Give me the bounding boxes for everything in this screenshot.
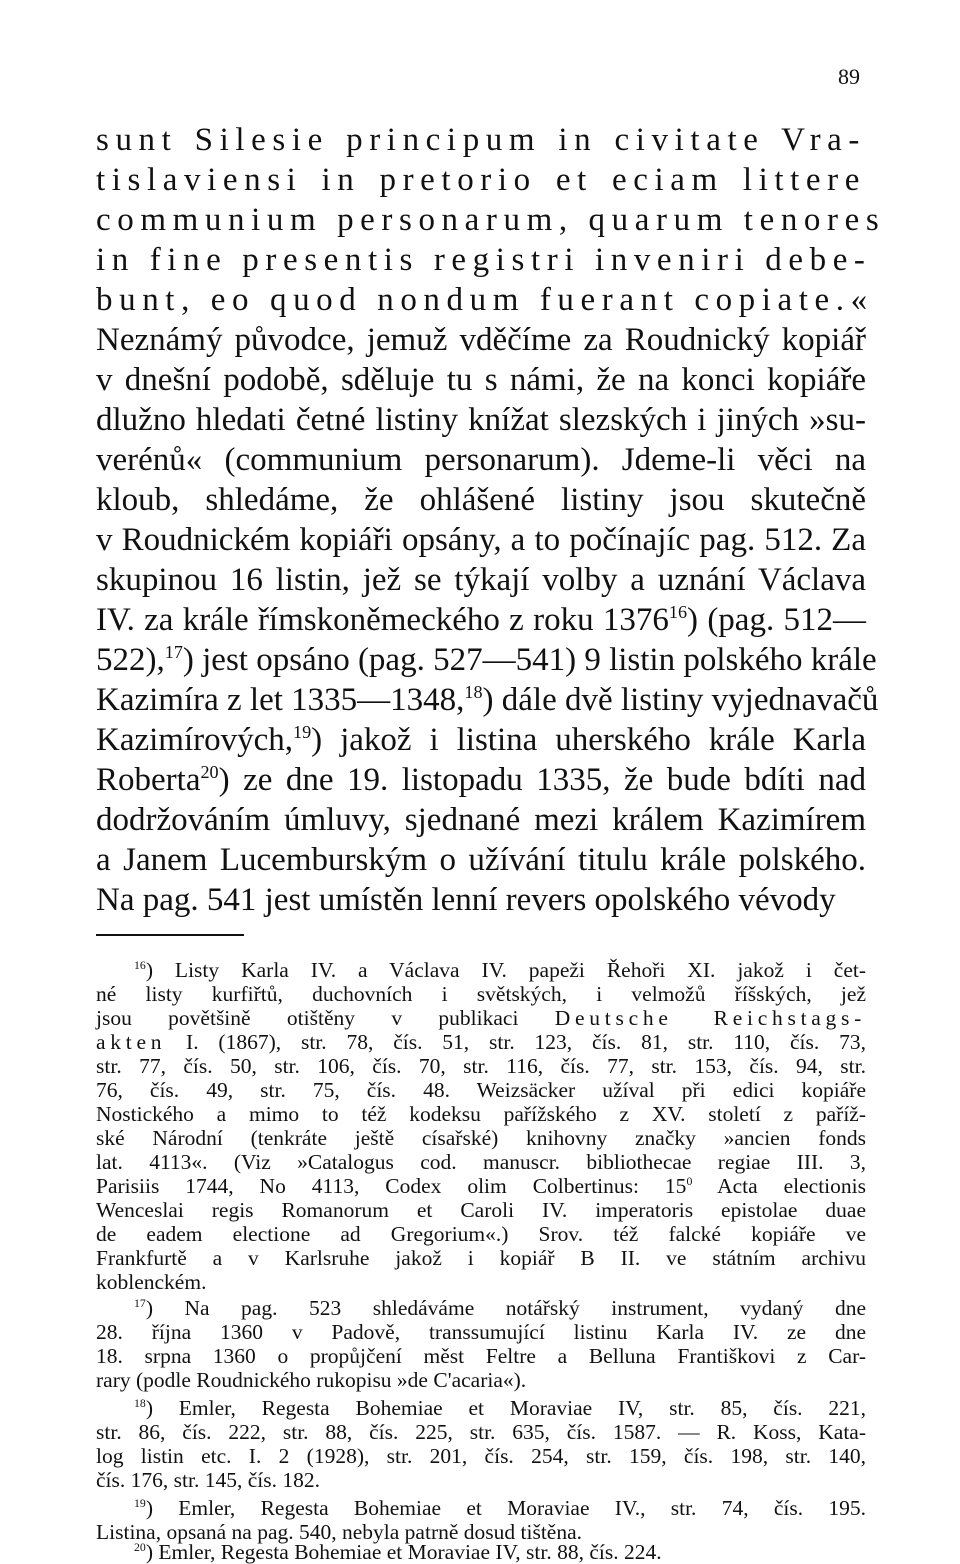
footnote-text: Parisiis 1744, No 4113, Codex olim Colbertinus: 15 [96,1174,687,1198]
footnote-line: Frankfurtě a v Karlsruhe jakož i kopiář B II. ve státním archivu [96,1246,866,1270]
text-line [96,600,866,640]
footnote-text: Acta electionis [692,1174,866,1198]
text-line: Neznámý původce, jemuž vděčíme za Roudnický kopiář [96,322,866,358]
text-segment: ) ze dne 19. listopadu 1335, že bude bdíti nad [218,762,866,798]
text-line: communium personarum, quarum tenores [96,202,886,238]
footnote-line [96,1396,866,1420]
footnote-number: 17 [134,1295,146,1310]
footnote-line: str. 86, čís. 222, str. 88, čís. 225, str. 635, čís. 1587. — R. Koss, Kata- [96,1420,866,1444]
footnote-line: lat. 4113«. (Viz »Catalogus cod. manuscr. bibliothecae regiae III. 3, [96,1150,866,1174]
footnote-text: ) Emler, Regesta Bohemiae et Moraviae IV, str. 85, čís. 221, [145,1396,866,1420]
text-line: tislaviensi in pretorio et eciam littere [96,162,866,198]
footnote-ref: 16 [668,602,688,622]
text-line: v Roudnickém kopiáři opsány, a to počínajíc pag. 512. Za [96,522,866,558]
text-line: dlužno hledati četné listiny knížat slezských i jiných »su- [96,402,866,438]
footnote-line: 18. srpna 1360 o propůjčení měst Feltre a Belluna Františkovi z Car- [96,1344,866,1368]
footnote-line: Wenceslai regis Romanorum et Caroli IV. imperatoris epistolae duae [96,1198,866,1222]
text-line: Na pag. 541 jest umístěn lenní revers opolského vévody [96,882,836,918]
footnote-line: de eadem electione ad Gregorium«.) Srov. též falcké kopiáře ve [96,1222,866,1246]
text-segment: ) dále dvě listiny vyjednavačů [482,682,879,718]
text-line: in fine presentis registri inveniri debe- [96,242,872,278]
footnote-line: 28. října 1360 v Padově, transsumující listinu Karla IV. ze dne [96,1320,866,1344]
footnote-line: né listy kurfiřtů, duchovních i světských, i velmožů říšských, jež [96,982,866,1006]
footnote-number: 20 [134,1539,146,1554]
superscript: 0 [686,1173,693,1188]
footnote-line [96,1296,866,1320]
text-segment: ) (pag. 512— [687,602,866,638]
footnote-line: str. 77, čís. 50, str. 106, čís. 70, str. 116, čís. 77, str. 153, čís. 94, str. [96,1054,866,1078]
text-line: dodržováním úmluvy, sjednané mezi králem Kazimírem [96,802,866,838]
footnote-text: ) Listy Karla IV. a Václava IV. papeži Řehoři XI. jakož i čet- [145,958,866,982]
publication-title: akten [96,1030,167,1054]
text-line: skupinou 16 listin, jež se týkají volby a uznání Václava [96,562,866,598]
footnote-line [96,1174,866,1198]
text-line [96,760,866,800]
footnote-number: 18 [134,1395,146,1410]
footnote-line [96,1006,866,1030]
footnote-line: koblenckém. [96,1270,207,1294]
footnote-line: ské Národní (tenkráte ještě císařské) knihovny značky »ancien fonds [96,1126,866,1150]
footnote-line: čís. 176, str. 145, čís. 182. [96,1468,320,1492]
text-line [96,720,866,760]
text-line: bunt, eo quod nondum fuerant copiate.« [96,282,874,318]
footnote-text: ) Emler, Regesta Bohemiae et Moraviae IV., str. 74, čís. 195. [145,1496,866,1520]
footnote-text: jsou povětšině otištěny v publikaci [96,1006,555,1030]
text-line: kloub, shledáme, že ohlášené listiny jsou skutečně [96,482,866,518]
footnote-ref: 17 [164,642,183,662]
footnote-line: 76, čís. 49, str. 75, čís. 48. Weizsäcker užíval při edici kopiáře [96,1078,866,1102]
text-segment: Kazimíra z let 1335—1348, [96,682,465,718]
footnote-line: Listina, opsaná na pag. 540, nebyla patrně dosud tištěna. [96,1520,583,1544]
text-segment: ) jest opsáno (pag. 527—541) 9 listin polského krále [182,642,877,678]
footnote-ref: 20 [200,762,219,782]
text-line: v dnešní podobě, sděluje tu s námi, že na konci kopiáře [96,362,866,398]
footnote-line [96,1030,866,1054]
footnote-number: 16 [134,957,146,972]
text-segment: ) jakož i listina uherského krále Karla [311,722,866,758]
publication-title: Deutsche Reichstags- [554,1006,867,1030]
text-segment: 522), [96,642,165,678]
text-line [96,640,877,680]
text-segment: Roberta [96,762,201,798]
text-line: verénů« (communium personarum). Jdeme-li věci na [96,442,866,478]
text-line: a Janem Lucemburským o užívání titulu krále polského. [96,842,866,878]
page-number: 89 [838,64,860,89]
footnote-ref: 18 [464,682,483,702]
footnote-line: log listin etc. I. 2 (1928), str. 201, čís. 254, str. 159, čís. 198, str. 140, [96,1444,866,1468]
text-line [96,680,879,720]
footnote-line: Nostického a mimo to též kodeksu pařížského z XV. století z paříž- [96,1102,866,1126]
footnote-divider [96,934,244,936]
footnote-line [96,958,866,982]
footnote-line [96,1496,866,1520]
footnote-ref: 19 [293,722,312,742]
footnote-number: 19 [134,1495,146,1510]
footnote-line [96,1540,866,1564]
footnote-text: I. (1867), str. 78, čís. 51, str. 123, čís. 81, str. 110, čís. 73, [166,1030,866,1054]
footnote-text: ) Emler, Regesta Bohemiae et Moraviae IV, str. 88, čís. 224. [145,1540,662,1564]
text-segment: Kazimírových, [96,722,294,758]
text-segment: IV. za krále římskoněmeckého z roku 1376 [96,602,669,638]
footnote-line: rary (podle Roudnického rukopisu »de C'acaria«). [96,1368,527,1392]
text-line: sunt Silesie principum in civitate Vra- [96,122,866,158]
footnote-text: ) Na pag. 523 shledáváme notářský instrument, vydaný dne [145,1296,866,1320]
